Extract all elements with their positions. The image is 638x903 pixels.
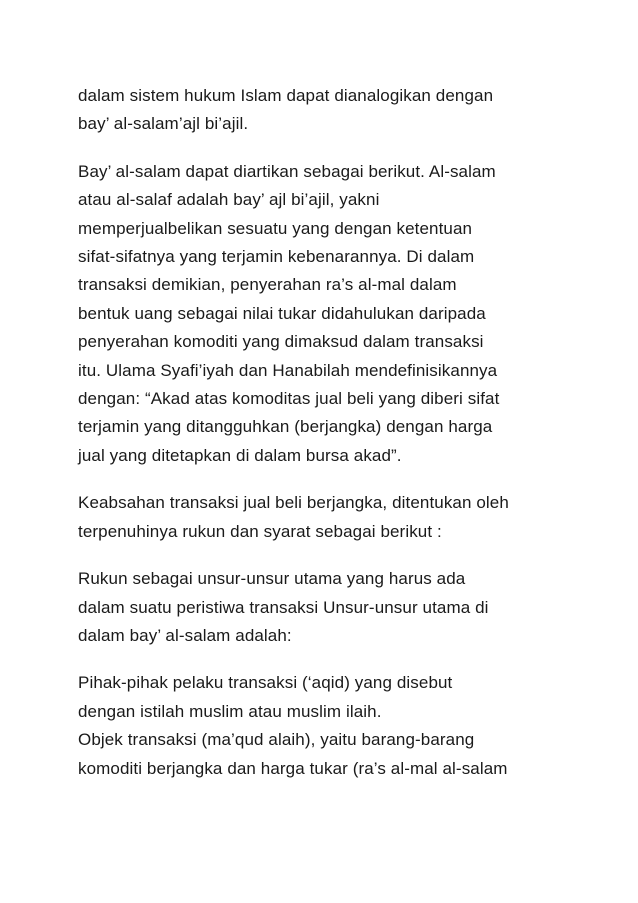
text-line: dalam sistem hukum Islam dapat dianalogikan dengan <box>78 86 494 105</box>
paragraph-5 <box>78 669 578 783</box>
text-line: Objek transaksi (ma’qud alaih), yaitu barang-barang <box>78 730 475 750</box>
text-line: komoditi berjangka dan harga tukar (ra’s al-mal al-salam <box>78 758 508 778</box>
text-line: memperjualbelikan sesuatu yang dengan ketentuan <box>78 218 473 238</box>
text-line: bentuk uang sebagai nilai tukar didahulukan daripada <box>78 303 486 323</box>
text-line: dalam bay’ al-salam adalah: <box>78 625 292 645</box>
text-line: itu. Ulama Syafi’iyah dan Hanabilah mendefinisikannya <box>78 360 498 380</box>
text-line: dengan istilah muslim atau muslim ilaih. <box>78 701 382 721</box>
text-line: sifat-sifatnya yang terjamin kebenarannya. Di dalam <box>78 247 475 267</box>
paragraph-4 <box>78 565 578 650</box>
text-line: bay’ al-salam’ajl bi’ajil. <box>78 114 249 134</box>
text-line: terpenuhinya rukun dan syarat sebagai berikut : <box>78 521 442 541</box>
text-line: atau al-salaf adalah bay’ ajl bi’ajil, yakni <box>78 190 380 210</box>
paragraph-3 <box>78 489 578 546</box>
text-line: Bay’ al-salam dapat diartikan sebagai berikut. Al-salam <box>78 161 496 181</box>
document-page <box>78 82 578 802</box>
paragraph-1 <box>78 82 578 139</box>
text-line: Rukun sebagai unsur-unsur utama yang harus ada <box>78 569 466 589</box>
paragraph-2 <box>78 158 578 470</box>
text-line: dengan: “Akad atas komoditas jual beli yang diberi sifat <box>78 389 500 409</box>
text-line: dalam suatu peristiwa transaksi Unsur-unsur utama di <box>78 597 489 617</box>
text-line: terjamin yang ditangguhkan (berjangka) dengan harga <box>78 417 493 437</box>
text-line: Keabsahan transaksi jual beli berjangka, ditentukan oleh <box>78 493 509 513</box>
text-line: penyerahan komoditi yang dimaksud dalam transaksi <box>78 332 484 352</box>
text-line: transaksi demikian, penyerahan ra’s al-mal dalam <box>78 275 457 295</box>
text-line: Pihak-pihak pelaku transaksi (‘aqid) yang disebut <box>78 673 453 693</box>
text-line: jual yang ditetapkan di dalam bursa akad”. <box>78 445 402 465</box>
